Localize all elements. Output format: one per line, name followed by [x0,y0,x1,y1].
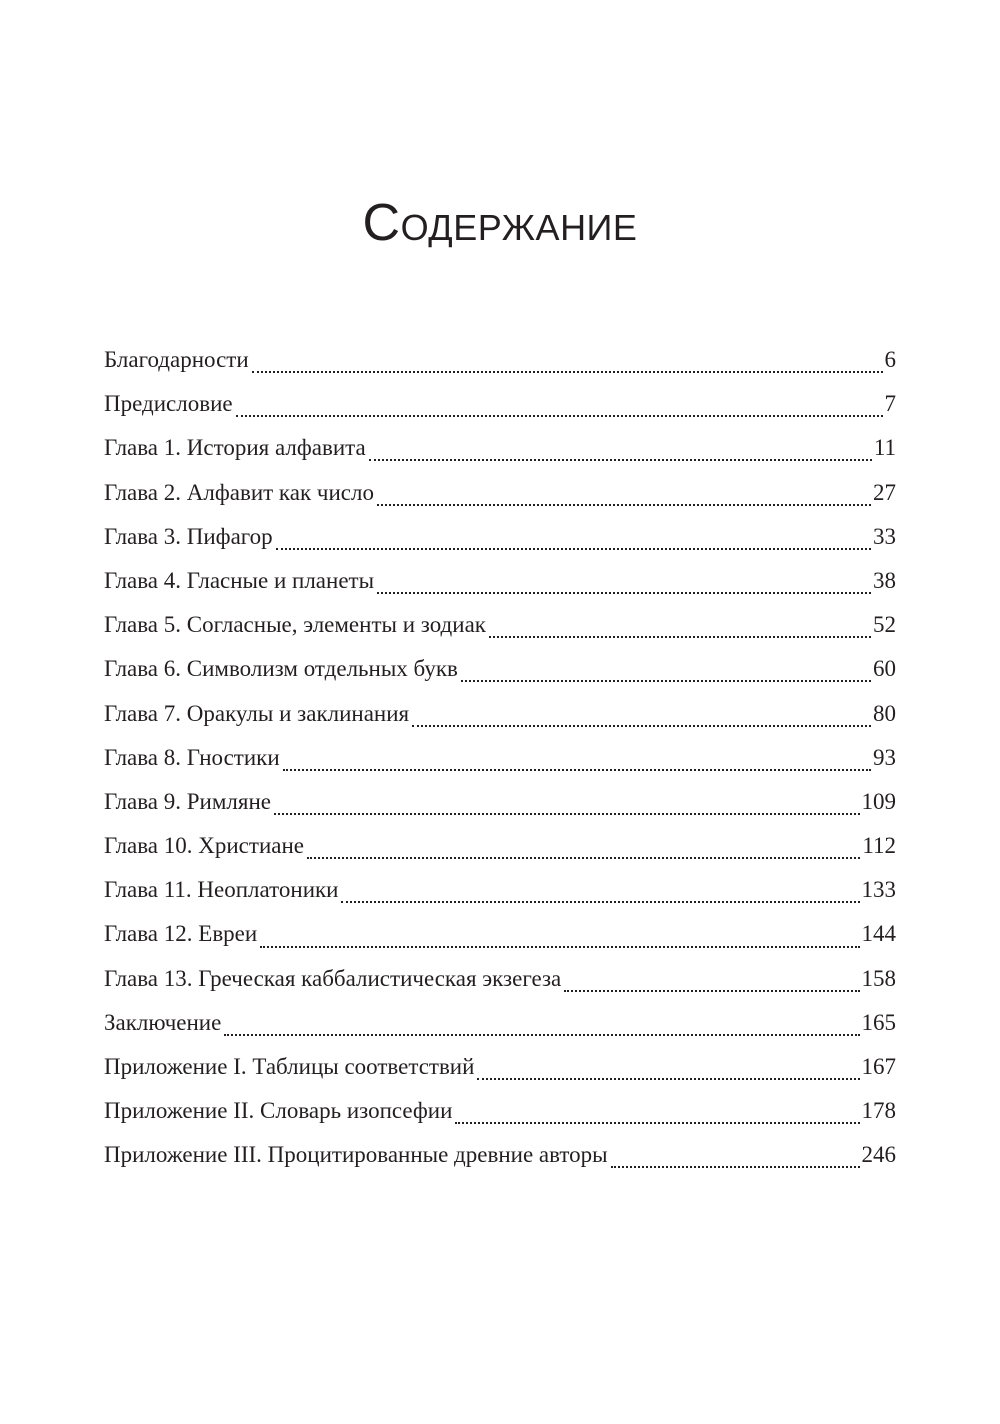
toc-entry-chapter-5[interactable] [104,603,896,647]
dot-leader [252,349,883,373]
toc-entry-label: Глава 7. Оракулы и заклинания [104,700,410,726]
toc-entry-preface[interactable] [104,382,896,426]
toc-entry-label: Глава 12. Евреи [104,921,258,947]
toc-entry-label: Глава 3. Пифагор [104,523,273,549]
toc-entry-chapter-10[interactable] [104,824,896,868]
toc-entry-appendix-2[interactable] [104,1089,896,1133]
toc-entry-conclusion[interactable] [104,1001,896,1045]
toc-entry-page: 80 [873,700,896,726]
dot-leader [611,1144,860,1168]
dot-leader [276,526,871,550]
toc-entry-label: Приложение III. Процитированные древние авторы [104,1142,608,1168]
toc-entry-page: 144 [861,921,896,947]
toc-entry-page: 109 [861,788,896,814]
dot-leader [455,1100,859,1124]
toc-entry-chapter-1[interactable] [104,426,896,470]
dot-leader [224,1012,859,1036]
toc-entry-label: Глава 1. История алфавита [104,435,366,461]
toc-entry-chapter-8[interactable] [104,736,896,780]
toc-entry-page: 112 [862,833,896,859]
toc-entry-page: 52 [873,612,896,638]
dot-leader [377,482,871,506]
toc-entry-label: Глава 8. Гностики [104,744,280,770]
toc-entry-page: 6 [884,347,896,372]
toc-entry-chapter-4[interactable] [104,559,896,603]
toc-entry-page: 167 [861,1054,896,1079]
dot-leader [274,791,860,815]
dot-leader [461,658,871,682]
toc-entry-chapter-2[interactable] [104,471,896,515]
dot-leader [489,614,871,638]
toc-entry-acknowledgements[interactable] [104,338,896,382]
toc-entry-label: Приложение I. Таблицы соответствий [104,1054,475,1079]
dot-leader [477,1056,859,1080]
toc-entry-page: 60 [873,656,896,682]
toc-entry-label: Заключение [104,1009,222,1035]
dot-leader [307,835,860,859]
toc-entry-chapter-6[interactable] [104,647,896,691]
toc-entry-label: Глава 2. Алфавит как число [104,479,374,505]
toc-entry-appendix-3[interactable] [104,1133,896,1177]
toc-entry-page: 165 [861,1009,896,1035]
toc-entry-page: 11 [873,435,896,461]
toc-entry-chapter-7[interactable] [104,692,896,736]
toc-entry-label: Приложение II. Словарь изопсефии [104,1098,453,1124]
toc-entry-chapter-12[interactable] [104,912,896,956]
dot-leader [369,437,872,461]
toc-entry-label: Глава 10. Христиане [104,833,304,859]
toc-entry-chapter-11[interactable] [104,868,896,912]
toc-entry-page: 246 [861,1142,896,1168]
table-of-contents [104,338,896,1178]
toc-entry-chapter-3[interactable] [104,515,896,559]
toc-entry-appendix-1[interactable] [104,1045,896,1089]
toc-entry-label: Глава 9. Римляне [104,788,271,814]
dot-leader [260,924,859,948]
toc-entry-chapter-9[interactable] [104,780,896,824]
dot-leader [236,393,883,417]
toc-entry-page: 178 [861,1098,896,1124]
toc-entry-page: 93 [873,744,896,770]
toc-entry-page: 33 [873,523,896,549]
dot-leader [377,570,871,594]
toc-entry-page: 7 [884,391,896,417]
dot-leader [341,879,859,903]
dot-leader [283,747,871,771]
toc-entry-label: Глава 4. Гласные и планеты [104,567,375,593]
toc-entry-page: 158 [861,965,896,991]
toc-entry-label: Глава 6. Символизм отдельных букв [104,656,458,682]
dot-leader [412,703,871,727]
toc-entry-label: Глава 13. Греческая каббалистическая экзегеза [104,965,562,991]
toc-entry-label: Глава 5. Согласные, элементы и зодиак [104,612,486,638]
toc-entry-label: Глава 11. Неоплатоники [104,877,339,903]
dot-leader [564,968,859,992]
page-title: Содержание [362,193,638,252]
toc-entry-page: 27 [873,479,896,505]
toc-entry-page: 38 [873,567,896,593]
toc-entry-label: Благодарности [104,347,249,372]
toc-entry-page: 133 [861,877,896,903]
toc-entry-label: Предисловие [104,391,233,417]
toc-entry-chapter-13[interactable] [104,957,896,1001]
